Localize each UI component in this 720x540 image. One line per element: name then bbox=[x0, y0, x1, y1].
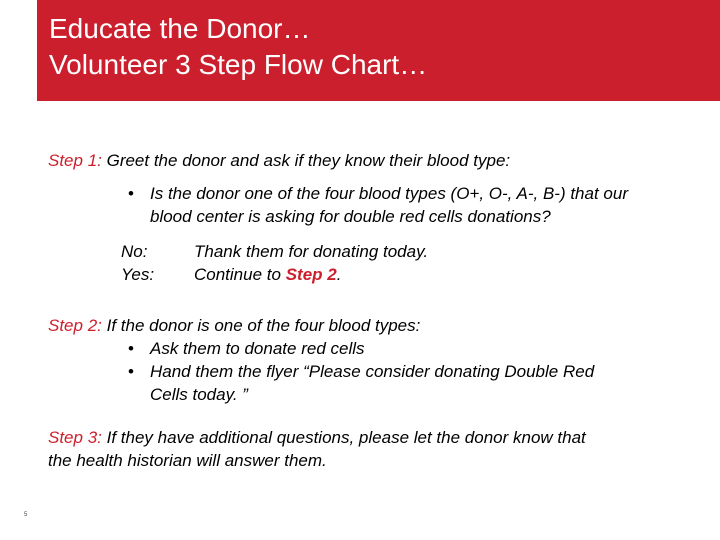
step1-heading bbox=[48, 149, 510, 172]
title-line-2: Volunteer 3 Step Flow Chart… bbox=[49, 49, 428, 80]
step1-text: Greet the donor and ask if they know their blood type: bbox=[101, 151, 511, 170]
step1-no-label: No: bbox=[121, 242, 148, 261]
step2-bullet1: Ask them to donate red cells bbox=[150, 339, 365, 358]
step3-line1: If they have additional questions, please let the donor know that bbox=[101, 428, 586, 447]
title-bar bbox=[37, 0, 720, 101]
step1-label: Step 1: bbox=[48, 151, 102, 170]
step2-heading bbox=[48, 314, 420, 337]
step3-label: Step 3: bbox=[48, 428, 102, 447]
title-line-1: Educate the Donor… bbox=[49, 13, 311, 44]
step1-no-text: Thank them for donating today. bbox=[194, 242, 429, 261]
step3-heading bbox=[48, 426, 586, 449]
step2-bullet2-continued: Cells today. ” bbox=[150, 385, 248, 404]
step1-yes-text bbox=[194, 263, 341, 286]
step2-bullet2-symbol: • bbox=[128, 362, 134, 381]
step1-yes-prefix: Continue to bbox=[194, 265, 286, 284]
slide-number: 5 bbox=[24, 512, 28, 518]
step2-text: If the donor is one of the four blood types: bbox=[101, 316, 421, 335]
step1-yes-label: Yes: bbox=[121, 265, 155, 284]
step2-reference: Step 2 bbox=[285, 265, 337, 284]
step1-yes-suffix: . bbox=[336, 265, 342, 284]
step1-bullet-line1: Is the donor one of the four blood types (O+, O-, A-, B-) that our bbox=[150, 184, 628, 203]
step2-label: Step 2: bbox=[48, 316, 102, 335]
step1-bullet-line2: blood center is asking for double red cells donations? bbox=[150, 207, 551, 226]
step2-bullet2: Hand them the flyer “Please consider donating Double Red bbox=[150, 362, 595, 381]
step3-line2: the health historian will answer them. bbox=[48, 451, 327, 470]
step2-bullet1-symbol: • bbox=[128, 339, 134, 358]
step1-bullet-symbol: • bbox=[128, 184, 134, 203]
